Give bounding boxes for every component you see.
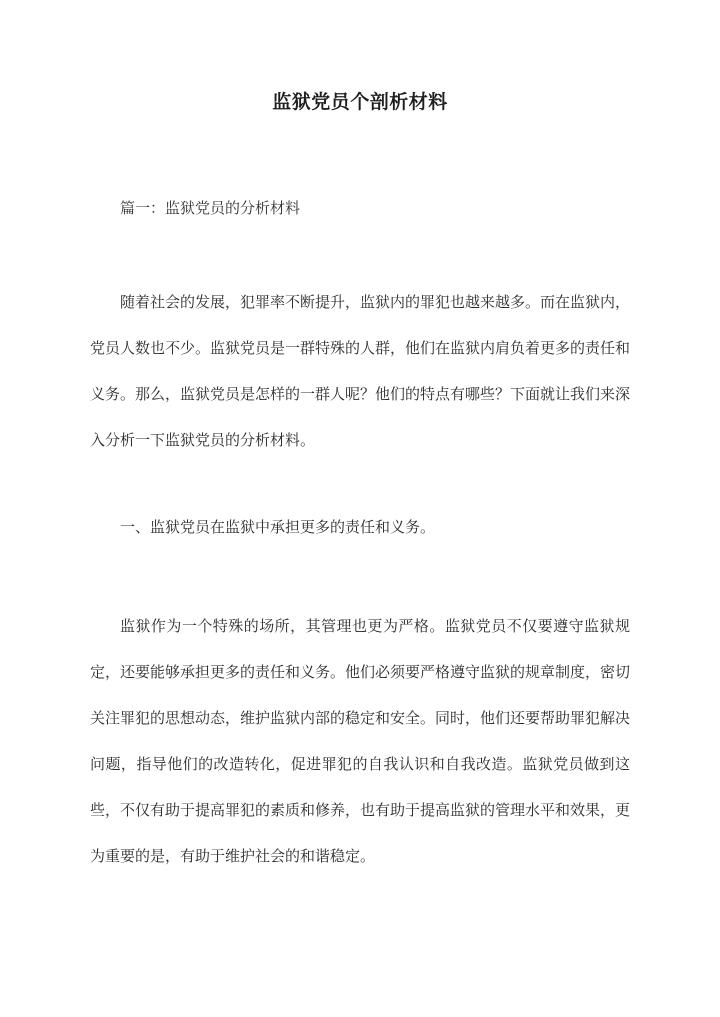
document-subtitle: 篇一：监狱党员的分析材料: [120, 199, 301, 217]
paragraph-section-1: 监狱作为一个特殊的场所，其管理也更为严格。监狱党员不仅要遵守监狱规定，还要能够承担更多的责任和义务。他们必须要严格遵守监狱的规章制度，密切关注罪犯的思想动态，维护监狱内部的稳定和安全。同时，他们还要帮助罪犯解决问题，指导他们的改造转化，促进罪犯的自我认识和自我改造。监狱党员做到这些，不仅有助于提高罪犯的素质和修养，也有助于提高监狱的管理水平和效果，更为重要的是，有助于维护社会的和谐稳定。: [90, 617, 631, 865]
document-title: 监狱党员个剖析材料: [272, 91, 448, 113]
paragraph-intro: 随着社会的发展，犯罪率不断提升，监狱内的罪犯也越来越多。而在监狱内，党员人数也不少。监狱党员是一群特殊的人群，他们在监狱内肩负着更多的责任和义务。那么，监狱党员是怎样的一群人呢？他们的特点有哪些？下面就让我们来深入分析一下监狱党员的分析材料。: [90, 293, 631, 449]
section-heading-1: 一、监狱党员在监狱中承担更多的责任和义务。: [120, 518, 436, 536]
